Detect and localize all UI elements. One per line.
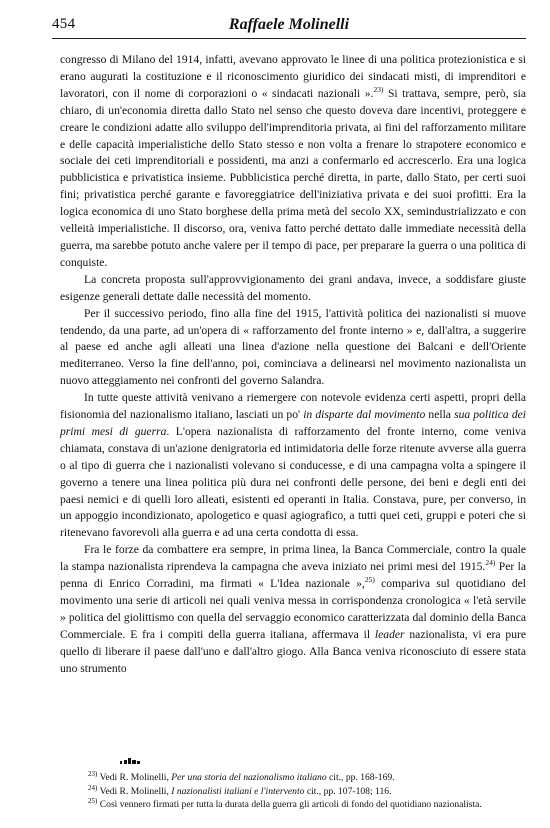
text-run: La concreta proposta sull'approvvigionamento dei grani andava, invece, a soddisfare giuste esigenze generali dettate dalle necessità del momento. [60, 272, 526, 303]
text-run: Vedi R. Molinelli, [99, 772, 172, 783]
paragraph [60, 272, 526, 306]
footnotes [60, 771, 526, 812]
paragraph [60, 306, 526, 391]
footnote-reference: 24) [485, 558, 496, 568]
italic-text: Per una storia del nazionalismo italiano [171, 772, 327, 783]
header-rule [52, 38, 526, 39]
paragraph [60, 542, 526, 677]
text-run: Così vennero firmati per tutta la durata della guerra gli articoli di fondo del quotidiano nazionalista. [99, 799, 482, 811]
footnote [60, 785, 526, 799]
footnote-reference: 25) [364, 575, 375, 585]
body-text [60, 52, 526, 678]
italic-text: leader [374, 627, 405, 641]
page-number: 454 [52, 16, 76, 32]
footnote-number: 24) [88, 783, 98, 792]
text-run: . L'opera nazionalista di rafforzamento del fronte interno, come veniva chiamata, constava di un'azione denigratoria ed intimidatoria delle forze ritenute avverse alla guerra o al tipo di guerra che i nazionalisti volevano si conducesse, e di una campagna volta a spingere il governo a tenere una linea politica più dura nei confronti delle persone, dei beni e degli enti dei paesi nemici e di quelli loro alleati, esistenti ed operanti in Italia. Constava, pure, per converso, in un appoggio incondizionato, apologetico e quasi agiografico, a tutti quei ceti, gruppi e poteri che si ritenevano favorevoli alla guerra e ad una certa condotta di essa. [60, 424, 526, 540]
footnote [60, 771, 526, 785]
text-run: Vedi R. Molinelli, [99, 785, 172, 797]
footnote-number: 25) [88, 797, 98, 805]
running-head: Raffaele Molinelli [228, 16, 350, 33]
footnote [60, 798, 526, 812]
text-run: nella [425, 408, 455, 422]
text-run: In tutte queste attività venivano a riemergere con notevole evidenza certi aspetti, propri della fisionomia del nazionalismo italiano, lasciati un po' [60, 391, 526, 422]
text-run: cit., pp. 168-169. [326, 772, 395, 783]
text-run: congresso di Milano del 1914, infatti, avevano approvato le linee di una politica protezionistica e si erano augurati la costituzione e il riconoscimento giuridico dei sindacati misti, di imprenditori e lavoratori, con il nome di corporazioni o « sindacati nazionali ». [60, 53, 526, 100]
italic-text: in disparte dal movimento [303, 408, 426, 422]
text-run: nazionalista, vi era pure quello di liberare il paese dall'uno e dall'altro giogo. Alla Banca veniva riconosciuto di essere stata uno strumento [60, 627, 527, 675]
text-run: cit., pp. 107-108; 116. [304, 785, 392, 797]
text-run: Per il successivo periodo, fino alla fine del 1915, l'attività politica dei nazionalisti si muove tendendo, da una parte, ad un'opera di « rafforzamento del fronte interno » e, dall'altra, a suggerire al paese ed anche agli alleati una linea d'azione nella questione dei Balcani e dell'Oriente mediterraneo. Verso la fine dell'anno, poi, cominciava a delinearsi nel movimento nazionalista un nuovo atteggiamento nei confronti del governo Salandra. [60, 306, 526, 388]
footnote-separator-mark [120, 758, 142, 765]
italic-text: sua politica dei primi mesi di guerra [60, 408, 526, 438]
italic-text: I nazionalisti italiani e l'intervento [171, 785, 305, 797]
text-run: compariva sul quotidiano del movimento una serie di articoli nei quali veniva messa in corrispondenza cronologica « l'età servile » politica del giolittismo con quella del servaggio economico caratterizzata dal dominio della Banca Commerciale. E fra i compiti della guerra italiana, affermava il [60, 577, 526, 641]
paragraph [60, 390, 526, 542]
text-run: Fra le forze da combattere era sempre, in prima linea, la Banca Commerciale, contro la quale la stampa nazionalista riprendeva la campagna che aveva iniziato nei primi mesi del 1915. [60, 543, 526, 574]
footnote-reference: 23) [373, 84, 384, 94]
text-run: Per la penna di Enrico Corradini, ma firmati « L'Idea nazionale », [60, 560, 526, 591]
text-run: Si trattava, sempre, però, sia chiaro, di un'economia diretta dallo Stato nel senso che questo doveva dare incentivi, proteggere e creare le condizioni adatte allo sviluppo dell'imprenditoria privata, ai fini del rafforzamento militare e delle capacità imperialistiche dello Stato stesso e non volta a frenare lo strapotere economico e sociale dei ceti imprenditoriali e possidenti, ma anzi a confermarlo ed accrescerlo. Era una logica pubblicistica e privatistica insieme. Pubblicistica perché diretta, in parte, dallo Stato, per certi suoi fini; privatistica perché garante e favoreggiatrice dell'iniziativa privata e dei suoi profitti. Era la logica economica di uno Stato borghese della prima metà del secolo XX, semindustrializzato e con velleità imperialistiche. Il discorso, ora, veniva fatto perché dettato dalle immediate necessità della guerra, ma sarebbe potuto anche valere per il tempo di pace, per preparare la guerra o una politica di conquiste. [60, 86, 527, 269]
paragraph [60, 52, 526, 272]
page-header [52, 16, 526, 36]
footnote-number: 23) [88, 769, 98, 778]
